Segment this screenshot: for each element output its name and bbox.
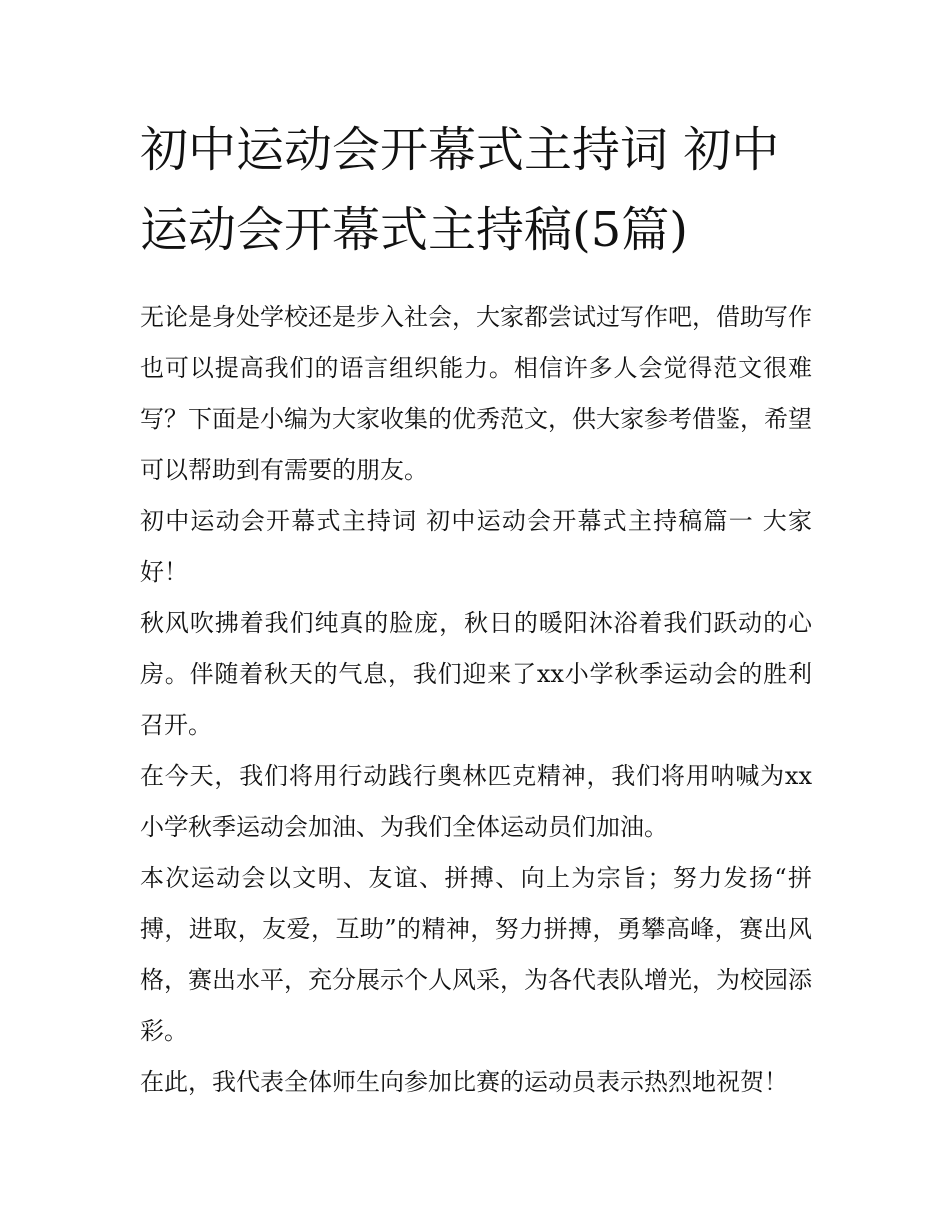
paragraph-congratulations: 在此，我代表全体师生向参加比赛的运动员表示热烈地祝贺！ — [140, 1068, 788, 1096]
paragraph-autumn: 秋风吹拂着我们纯真的脸庞，秋日的暖阳沐浴着我们跃动的心房。伴随着秋天的气息，我们迎来了xx小学秋季运动会的胜利召开。 — [140, 609, 812, 739]
document-title: 初中运动会开幕式主持词 初中运动会开幕式主持稿(5篇) — [140, 122, 780, 258]
paragraph-section-heading: 初中运动会开幕式主持词 初中运动会开幕式主持稿篇一 大家好！ — [140, 507, 812, 586]
document-body — [140, 110, 812, 1108]
paragraph-purpose: 本次运动会以文明、友谊、拼搏、向上为宗旨；努力发扬“拼搏，进取，友爱，互助”的精神，努力拼搏，勇攀高峰，赛出风格，赛出水平，充分展示个人风采，为各代表队增光，为校园添彩。 — [140, 864, 812, 1045]
paragraph-olympic-spirit: 在今天，我们将用行动践行奥林匹克精神，我们将用呐喊为xx小学秋季运动会加油、为我们全体运动员们加油。 — [140, 762, 812, 841]
paragraph-intro: 无论是身处学校还是步入社会，大家都尝试过写作吧，借助写作也可以提高我们的语言组织能力。相信许多人会觉得范文很难写？下面是小编为大家收集的优秀范文，供大家参考借鉴，希望可以帮助到有需要的朋友。 — [140, 303, 812, 484]
